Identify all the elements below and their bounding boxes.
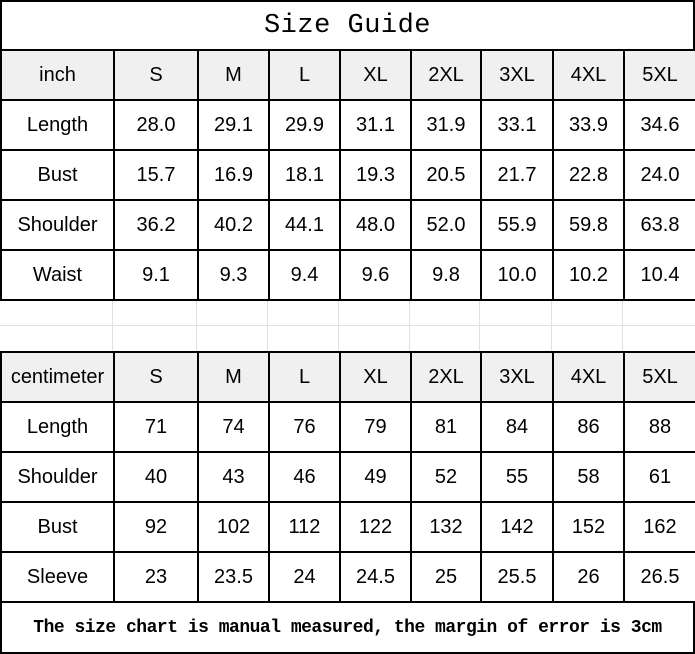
value-cell: 49 [340,452,411,502]
table-row [1,100,695,150]
size-header-cell: XL [340,50,411,100]
size-header-cell: L [269,50,340,100]
row-label-cell: Bust [1,150,114,200]
value-cell: 33.9 [553,100,624,150]
value-cell: 52.0 [411,200,481,250]
row-label-cell: Length [1,402,114,452]
value-cell: 61 [624,452,695,502]
value-cell: 132 [411,502,481,552]
value-cell: 28.0 [114,100,198,150]
value-cell: 19.3 [340,150,411,200]
grid-cell [197,301,268,326]
table-row [1,200,695,250]
row-label-cell: Length [1,100,114,150]
value-cell: 59.8 [553,200,624,250]
value-cell: 92 [114,502,198,552]
value-cell: 9.8 [411,250,481,300]
value-cell: 112 [269,502,340,552]
value-cell: 40 [114,452,198,502]
row-label-cell: Shoulder [1,452,114,502]
value-cell: 44.1 [269,200,340,250]
value-cell: 24 [269,552,340,602]
value-cell: 142 [481,502,553,552]
value-cell: 10.0 [481,250,553,300]
value-cell: 84 [481,402,553,452]
size-header-cell: XL [340,352,411,402]
value-cell: 48.0 [340,200,411,250]
size-header-cell: 4XL [553,50,624,100]
value-cell: 9.4 [269,250,340,300]
value-cell: 55 [481,452,553,502]
row-label-cell: Sleeve [1,552,114,602]
value-cell: 25 [411,552,481,602]
value-cell: 9.6 [340,250,411,300]
inch-table [0,49,695,301]
value-cell: 152 [553,502,624,552]
value-cell: 63.8 [624,200,695,250]
unit-header-cell: inch [1,50,114,100]
table-row [1,402,695,452]
value-cell: 15.7 [114,150,198,200]
grid-cell [113,301,197,326]
value-cell: 102 [198,502,269,552]
grid-cell [268,326,339,351]
value-cell: 24.5 [340,552,411,602]
size-header-cell: 2XL [411,50,481,100]
grid-cell [339,301,410,326]
value-cell: 20.5 [411,150,481,200]
value-cell: 40.2 [198,200,269,250]
grid-cell [197,326,268,351]
table-row [1,150,695,200]
size-header-cell: S [114,50,198,100]
page-title-text: Size Guide [263,10,432,41]
value-cell: 31.1 [340,100,411,150]
grid-cell [268,301,339,326]
grid-cell [410,326,480,351]
size-header-cell: M [198,352,269,402]
value-cell: 46 [269,452,340,502]
value-cell: 81 [411,402,481,452]
table-row [1,502,695,552]
row-label-cell: Shoulder [1,200,114,250]
grid-cell [552,326,623,351]
row-label-cell: Waist [1,250,114,300]
row-label-cell: Bust [1,502,114,552]
grid-cell [623,301,695,326]
size-header-cell: 5XL [624,352,695,402]
value-cell: 55.9 [481,200,553,250]
table-gap-gridlines [0,301,695,351]
value-cell: 71 [114,402,198,452]
size-header-cell: 3XL [481,352,553,402]
value-cell: 24.0 [624,150,695,200]
value-cell: 52 [411,452,481,502]
size-header-cell: 2XL [411,352,481,402]
measurement-disclaimer [0,603,695,654]
value-cell: 18.1 [269,150,340,200]
grid-cell [480,301,552,326]
value-cell: 88 [624,402,695,452]
grid-cell [0,301,113,326]
value-cell: 36.2 [114,200,198,250]
value-cell: 31.9 [411,100,481,150]
inch-header-row [1,50,695,100]
value-cell: 58 [553,452,624,502]
value-cell: 26 [553,552,624,602]
value-cell: 9.3 [198,250,269,300]
value-cell: 10.4 [624,250,695,300]
page-title [0,0,695,49]
grid-cell [623,326,695,351]
centimeter-table [0,351,695,603]
value-cell: 16.9 [198,150,269,200]
cm-header-row [1,352,695,402]
grid-cell [113,326,197,351]
value-cell: 34.6 [624,100,695,150]
value-cell: 10.2 [553,250,624,300]
value-cell: 74 [198,402,269,452]
size-header-cell: 3XL [481,50,553,100]
table-row [1,452,695,502]
grid-cell [480,326,552,351]
value-cell: 29.1 [198,100,269,150]
value-cell: 23 [114,552,198,602]
value-cell: 122 [340,502,411,552]
size-header-cell: 5XL [624,50,695,100]
value-cell: 76 [269,402,340,452]
value-cell: 9.1 [114,250,198,300]
grid-cell [0,326,113,351]
measurement-disclaimer-text: The size chart is manual measured, the margin of error is 3cm [33,617,662,638]
size-header-cell: S [114,352,198,402]
table-row [1,552,695,602]
unit-header-cell: centimeter [1,352,114,402]
value-cell: 33.1 [481,100,553,150]
value-cell: 162 [624,502,695,552]
value-cell: 23.5 [198,552,269,602]
size-header-cell: M [198,50,269,100]
value-cell: 43 [198,452,269,502]
table-row [1,250,695,300]
value-cell: 21.7 [481,150,553,200]
grid-cell [410,301,480,326]
size-header-cell: 4XL [553,352,624,402]
value-cell: 79 [340,402,411,452]
value-cell: 22.8 [553,150,624,200]
value-cell: 26.5 [624,552,695,602]
value-cell: 86 [553,402,624,452]
value-cell: 29.9 [269,100,340,150]
grid-cell [552,301,623,326]
grid-cell [339,326,410,351]
size-header-cell: L [269,352,340,402]
value-cell: 25.5 [481,552,553,602]
